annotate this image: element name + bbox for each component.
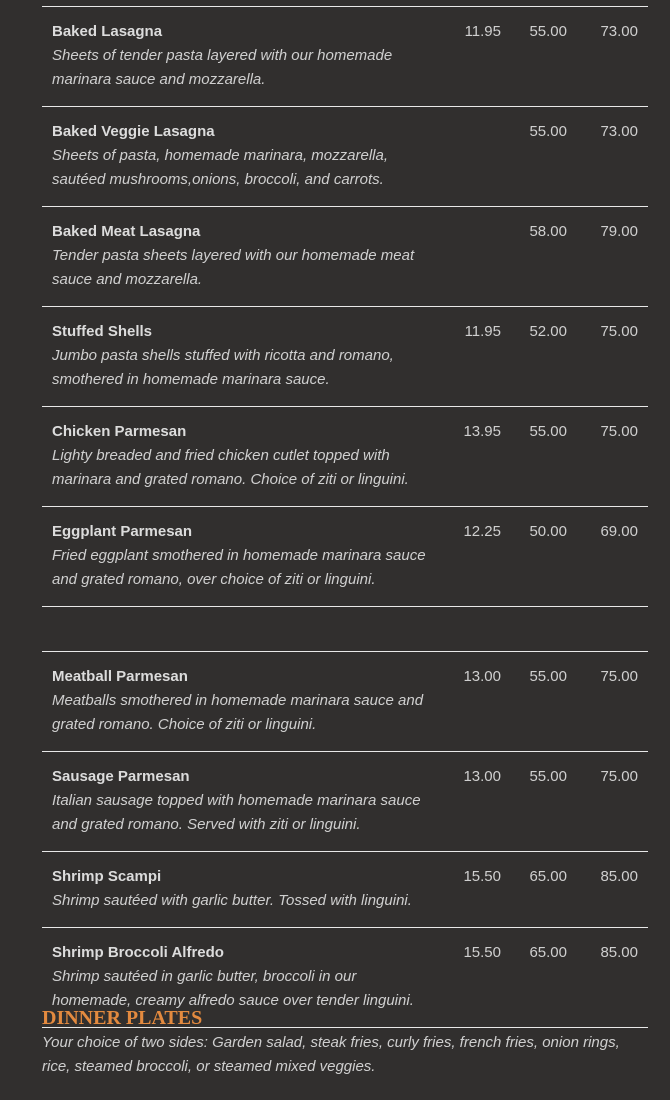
item-description: Sheets of pasta, homemade marinara, mozzarella, sautéed mushrooms,onions, broccoli, and carrots. — [52, 147, 388, 188]
menu-row — [42, 207, 648, 307]
item-description: Shrimp sautéed in garlic butter, broccoli in our homemade, creamy alfredo sauce over tender linguini. — [52, 968, 414, 1009]
price-half-tray: 58.00 — [529, 223, 567, 240]
item-description: Jumbo pasta shells stuffed with ricotta and romano, smothered in homemade marinara sauce. — [52, 347, 394, 388]
price-full-tray: 79.00 — [600, 223, 638, 240]
price-half-tray: 52.00 — [529, 323, 567, 340]
empty-row — [42, 607, 648, 652]
price-full-tray: 69.00 — [600, 523, 638, 540]
menu-row — [42, 107, 648, 207]
menu-row — [42, 652, 648, 752]
price-full-tray: 85.00 — [600, 868, 638, 885]
price-full-tray: 75.00 — [600, 768, 638, 785]
dinner-plates-section — [42, 1005, 642, 1079]
item-description: Lighty breaded and fried chicken cutlet topped with marinara and grated romano. Choice of ziti or linguini. — [52, 447, 409, 488]
price-small: 13.00 — [463, 768, 501, 785]
menu-row — [42, 307, 648, 407]
menu-row — [42, 407, 648, 507]
item-name: Meatball Parmesan — [52, 668, 188, 685]
section-description: Your choice of two sides: Garden salad, steak fries, curly fries, french fries, onion rings, rice, steamed broccoli, or steamed mixed veggies. — [42, 1034, 620, 1075]
menu-row — [42, 7, 648, 107]
item-name: Eggplant Parmesan — [52, 523, 193, 540]
menu-row — [42, 852, 648, 928]
menu-row — [42, 507, 648, 607]
price-half-tray: 55.00 — [529, 668, 567, 685]
price-half-tray: 55.00 — [529, 768, 567, 785]
item-name: Shrimp Broccoli Alfredo — [52, 944, 224, 961]
price-full-tray: 75.00 — [600, 668, 638, 685]
item-name: Sausage Parmesan — [52, 768, 190, 785]
price-full-tray: 85.00 — [600, 944, 638, 961]
price-small: 15.50 — [463, 944, 501, 961]
item-name: Stuffed Shells — [52, 323, 153, 340]
price-small: 13.95 — [463, 423, 501, 440]
price-small: 12.25 — [463, 523, 501, 540]
menu-table — [42, 6, 648, 1028]
price-full-tray: 75.00 — [600, 323, 638, 340]
price-half-tray: 65.00 — [529, 868, 567, 885]
item-name: Baked Meat Lasagna — [52, 223, 201, 240]
menu-row — [42, 752, 648, 852]
item-description: Sheets of tender pasta layered with our homemade marinara sauce and mozzarella. — [52, 47, 393, 88]
price-half-tray: 50.00 — [529, 523, 567, 540]
price-full-tray: 73.00 — [600, 23, 638, 40]
section-title: DINNER PLATES — [42, 1007, 203, 1029]
price-full-tray: 75.00 — [600, 423, 638, 440]
item-description: Italian sausage topped with homemade marinara sauce and grated romano. Served with ziti or linguini. — [52, 792, 421, 833]
item-name: Shrimp Scampi — [52, 868, 162, 885]
price-small: 11.95 — [464, 23, 501, 40]
item-name: Baked Lasagna — [52, 23, 163, 40]
price-small: 15.50 — [463, 868, 501, 885]
item-description: Tender pasta sheets layered with our homemade meat sauce and mozzarella. — [52, 247, 415, 288]
price-half-tray: 65.00 — [529, 944, 567, 961]
price-half-tray: 55.00 — [529, 423, 567, 440]
item-name: Chicken Parmesan — [52, 423, 187, 440]
item-name: Baked Veggie Lasagna — [52, 123, 215, 140]
price-half-tray: 55.00 — [529, 123, 567, 140]
price-half-tray: 55.00 — [529, 23, 567, 40]
item-description: Shrimp sautéed with garlic butter. Tossed with linguini. — [52, 892, 412, 909]
item-description: Fried eggplant smothered in homemade marinara sauce and grated romano, over choice of ziti or linguini. — [52, 547, 426, 588]
price-small: 11.95 — [464, 323, 501, 340]
price-small: 13.00 — [463, 668, 501, 685]
price-full-tray: 73.00 — [600, 123, 638, 140]
item-description: Meatballs smothered in homemade marinara sauce and grated romano. Choice of ziti or linguini. — [52, 692, 424, 733]
